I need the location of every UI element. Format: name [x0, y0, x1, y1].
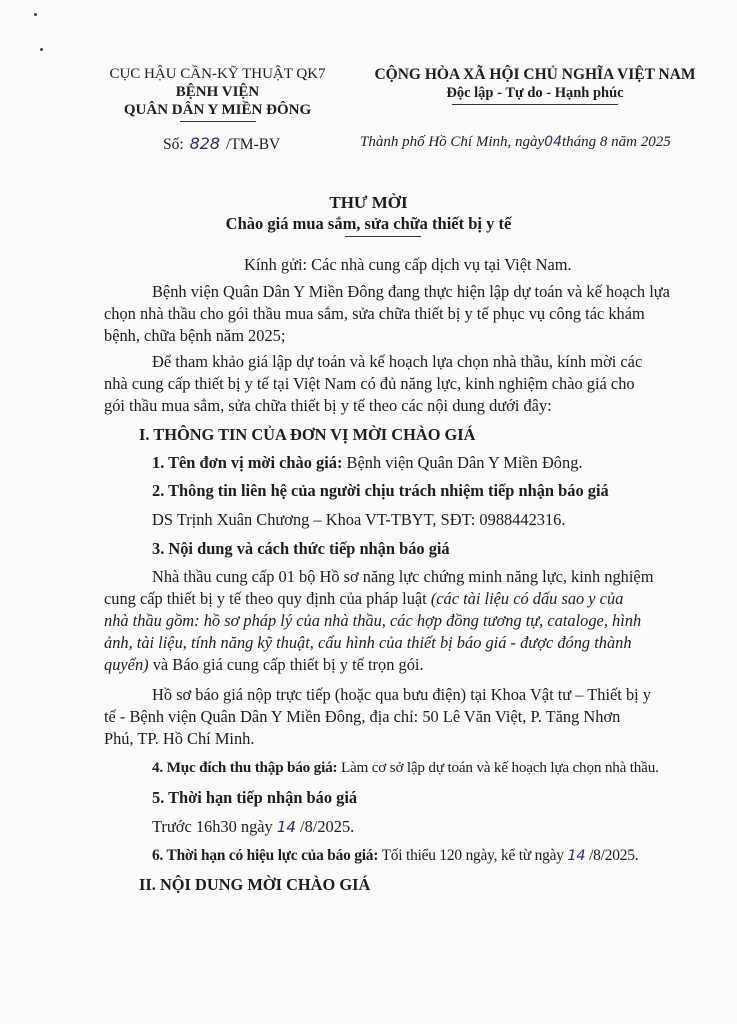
handwritten-number: 828 [189, 134, 221, 153]
item-5-heading: 5. Thời hạn tiếp nhận báo giá [152, 788, 358, 807]
subtitle-underline [345, 236, 421, 237]
motto-underline [452, 104, 618, 105]
contact-info: DS Trịnh Xuân Chương – Khoa VT-TBYT, SĐT: 0988442316. [152, 510, 566, 529]
greeting: Kính gửi: Các nhà cung cấp dịch vụ tại Việt Nam. [244, 255, 572, 274]
handwritten-day: 14 [567, 848, 586, 864]
place-date: Thành phố Hồ Chí Minh, ngày04tháng 8 năm 2025 [360, 134, 671, 150]
submission-line: Phú, TP. Hồ Chí Minh. [104, 729, 255, 748]
submission-line: tế - Bệnh viện Quân Dân Y Miền Đông, địa chỉ: 50 Lê Văn Việt, P. Tăng Nhơn [104, 707, 621, 726]
item-1: 1. Tên đơn vị mời chào giá: Bệnh viện Quân Dân Y Miền Đông. [152, 453, 583, 472]
submission-line: Hồ sơ báo giá nộp trực tiếp (hoặc qua bưu điện) tại Khoa Vật tư – Thiết bị y [152, 685, 652, 704]
paragraph-1-line: bệnh, chữa bệnh năm 2025; [104, 326, 286, 345]
item-3-line: cung cấp thiết bị y tế theo quy định của pháp luật (các tài liệu có dấu sao y của [104, 589, 624, 608]
header-left-underline [180, 121, 256, 122]
document-title: THƯ MỜI [329, 193, 408, 212]
item-4: 4. Mục đích thu thập báo giá: Làm cơ sở lập dự toán và kế hoạch lựa chọn nhà thầu. [152, 759, 659, 776]
item-3-heading: 3. Nội dung và cách thức tiếp nhận báo giá [152, 539, 450, 558]
paragraph-2-line: Để tham khảo giá lập dự toán và kế hoạch lựa chọn nhà thầu, kính mời các [152, 352, 643, 371]
section-1-heading: I. THÔNG TIN CỦA ĐƠN VỊ MỜI CHÀO GIÁ [139, 425, 476, 444]
paragraph-1-line: Bệnh viện Quân Dân Y Miền Đông đang thực hiện lập dự toán và kế hoạch lựa [152, 282, 670, 301]
handwritten-day: 14 [276, 818, 296, 836]
motto: Độc lập - Tự do - Hạnh phúc [446, 85, 624, 101]
paragraph-2-line: nhà cung cấp thiết bị y tế tại Việt Nam có đủ năng lực, kinh nghiệm chào giá cho [104, 374, 635, 393]
section-2-heading: II. NỘI DUNG MỜI CHÀO GIÁ [139, 875, 371, 894]
document-subtitle: Chào giá mua sắm, sửa chữa thiết bị y tế [225, 214, 512, 233]
deadline: Trước 16h30 ngày 14 /8/2025. [152, 817, 355, 836]
item-3-line: Nhà thầu cung cấp 01 bộ Hồ sơ năng lực chứng minh năng lực, kinh nghiệm [152, 567, 654, 586]
scan-speck [34, 13, 37, 16]
paragraph-1-line: chọn nhà thầu cho gói thầu mua sắm, sửa chữa thiết bị y tế phục vụ công tác khám [104, 304, 645, 323]
country-name: CỘNG HÒA XÃ HỘI CHỦ NGHĨA VIỆT NAM [374, 66, 696, 83]
agency-name: CỤC HẬU CẦN-KỸ THUẬT QK7 [109, 66, 326, 82]
item-2-heading: 2. Thông tin liên hệ của người chịu trách nhiệm tiếp nhận báo giá [152, 481, 609, 500]
handwritten-day: 04 [544, 134, 562, 150]
item-3-line: ảnh, tài liệu, tính năng kỹ thuật, cấu hình của thiết bị báo giá - được đóng thành [104, 633, 632, 652]
paragraph-2-line: gói thầu mua sắm, sửa chữa thiết bị y tế theo các nội dung dưới đây: [104, 396, 552, 415]
hospital-name: QUÂN DÂN Y MIỀN ĐÔNG [123, 102, 312, 118]
item-3-line: nhà thầu gồm: hồ sơ pháp lý của nhà thầu, các hợp đồng tương tự, cataloge, hình [104, 611, 642, 630]
hospital-label: BỆNH VIỆN [175, 84, 260, 100]
item-6: 6. Thời hạn có hiệu lực của báo giá: Tối thiểu 120 ngày, kể từ ngày 14 /8/2025. [152, 847, 639, 864]
item-3-line: quyển) và Báo giá cung cấp thiết bị y tế trọn gói. [104, 655, 424, 674]
document-number: Số: 828 /TM-BV [163, 134, 281, 153]
scan-speck [40, 48, 43, 51]
